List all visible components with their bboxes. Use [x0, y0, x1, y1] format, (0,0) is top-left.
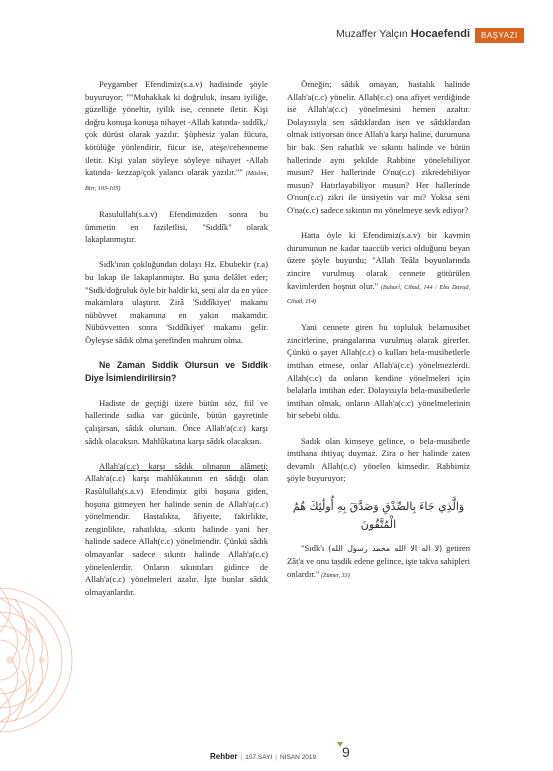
- section-badge: BAŞYAZI: [475, 28, 524, 43]
- arabic-inline: (لا اله الا الله محمد رسول الله): [328, 543, 443, 553]
- page-number: 9: [342, 744, 350, 760]
- citation: (Buharî, Cihad, 144 / Ebu Davud, Cihad, 114): [287, 283, 470, 306]
- underlined-phrase: Allah'a(c.c) karşı sâdık olmanın alâmeti;: [99, 460, 268, 471]
- paragraph: [85, 460, 268, 599]
- issue-date: NİSAN 2019: [279, 754, 317, 761]
- verse-translation: getiren Zât'a ve onu tasdik edene gelince, işte takva sahipleri onlardır.": [287, 542, 471, 579]
- paragraph: [85, 78, 268, 195]
- citation: (Zümer, 33): [319, 571, 350, 579]
- paragraph: Örneğin; sâdık omayan, hastalık halinde Allah'a(c.c) yönelir. Allah(c.c) ona afiyet verdiğinde ise Allah'a(c.c) yönelmesini hemen azaltır. Dolayısıyla sen sâdıklardan isen ve sâdıklardan olmak istiyorsan önce Allah'a karşı haline, durumuna bir bak. Sen rahatlık ve sıkıntı halinde ve bütün hallerinde aynı şekilde Rabbine yönelebiliyor musun? Her hallerinde O'nu(c.c) zikredebiliyor musun? Hatırlayabiliyor musun? Her hallerinde O'nun(c.c) zikri ile ünsiyetin var mı? Yoksa seni O'na(c.c) sadece sıkıntın mı yönelmeye sevk ediyor?: [287, 79, 470, 215]
- mandala-ornament-icon: [0, 540, 75, 771]
- paragraph-text: Allah'a(c.c) karşı mahlûkatının en sâdığı olan Rasûlullah(s.a.v) Efendimiz gibi hoşuna giden, hoşuna gitmeyen her halinde senin de Allah'a(c.c) yönelmendir. Hastalıkta, âfiyette, fakirlikte, zenginlikte, rahatlıkta, sıkıntı halinde yani her halinde sadece Allah(c.c) yönelmendir. Çünkü sâdık olmayanlar sadece sıkıntı halinde Allah'a(c.c) yönelenlerdir. Onların sıkıntıları gidince de Allah'a(c.c) yönelmeleri azalır. İşte bunlar sâdık olmayanlardır.: [85, 473, 268, 597]
- header-author: [300, 28, 470, 40]
- author-first-name: Muzaffer Yalçın: [335, 28, 411, 40]
- paragraph: Rasulullah(s.a.v) Efendimizden sonra bu ümmetin en faziletlisi, "Sıddîk" olarak lakaplanmıştır.: [85, 208, 268, 245]
- section-heading: Ne Zaman Sıddîk Olursun ve Sıddîk Diye İsimlendirilirsin?: [85, 360, 268, 383]
- verse-translation-start: "Sıdk'ı: [301, 542, 329, 553]
- paragraph: Sıdk'ının çokluğundan dolayı Hz. Ebubekir (r.a) bu lakap ile lakaplanmıştır. Bu şuna delâlet eder; "Sıdk/doğruluk öyle bir haldir ki, seni alır da en yüce makamlara ulaştırır. Zirâ 'Sıddîkiyet' makamı nübüvvet makamına en yakın makamdır. Nübüvvetten sonra 'Sıddîkiyet' makamı gelir. Öyleyse sâdık olma şerefinden mahrum olma.: [85, 259, 268, 345]
- issue-number: 107.SAYI: [245, 754, 273, 761]
- paragraph: Sadık olan kimseye gelince, o bela-musibetle imtihana ihtiyaç duymaz. Zira o her halinde zaten devamlı Allah(c.c) yönelen kimsedir. Rabbimiz şöyle buyuruyor;: [287, 435, 470, 484]
- author-last-name: Hocaefendi: [410, 28, 470, 40]
- footer: Rehber | 107.SAYI | NİSAN 2019: [210, 752, 317, 761]
- citation: (Müslim, Birr, 103-105): [85, 170, 268, 192]
- hadith-text: Peygamber Efendimiz(s.a.v) hadisinde şöyle buyuruyor; ""Muhakkak ki doğruluk, insanı iyiliğe, güzelliğe yöneltir, iyilik ise, cennete iletir. Kişi doğru konuşa konuşa nihayet -Allah katında- sıddîk,/çok dürüst olarak yazılır. Şüphesiz yalan fücura, kötülüğe yönlendirir, fücur ise, ateşe/cehenneme iletir. Kişi yalan söyleye söyleye nihayet -Allah katında- kezzap/çok yalancı olarak yazılır."": [85, 79, 268, 178]
- paragraph: [287, 229, 470, 309]
- paragraph: Yani cennete giren bu topluluk belamusibet zincirlerine, prangalarına vurulmuş olarak girerler. Çünkü o şayet Allah(c.c) o kulları bela-musibetlerle imtihan etmese, onlar Allah'a(c.c) yönelmezlerdi. Allah(c.c) da onların kendine yönelmeleri için belalarla imtihan eder. Dolayısıyla bela-musibetlerle imtihan olmak, onların Allah'a(c.c) yönelmelerinin bir sebebi oldu.: [287, 322, 470, 421]
- left-column: [85, 78, 268, 611]
- paragraph-text: Hatta öyle ki Efendimiz(s.a.v) bir kavmin durumunun ne kadar taaccüb verici olduğunu beyan üzere şöyle buyurdu; "Allah Teâla boyunlarında zincire vurulmuş olarak cennete götürülen kavimlerden hoşnut olur.": [287, 230, 470, 291]
- paragraph: Hadiste de geçtiği üzere bütün söz, fiil ve hallerinde sıdka var gücünle, bütün gayretinle çalışırsan, sâdık olursun. Önce Allah'a(c.c) karşı sâdık olacaksın. Mahlûkatına karşı sâdık olacaksın.: [85, 397, 268, 446]
- arabic-verse: وَالَّذِي جَاءَ بِالصِّدْقِ وَصَدَّقَ بِهِ أُولَٰئِكَ هُمُ الْمُتَّقُونَ: [292, 499, 465, 531]
- right-column: [287, 78, 470, 595]
- magazine-logo: Rehber: [210, 752, 238, 761]
- paragraph: [287, 542, 470, 583]
